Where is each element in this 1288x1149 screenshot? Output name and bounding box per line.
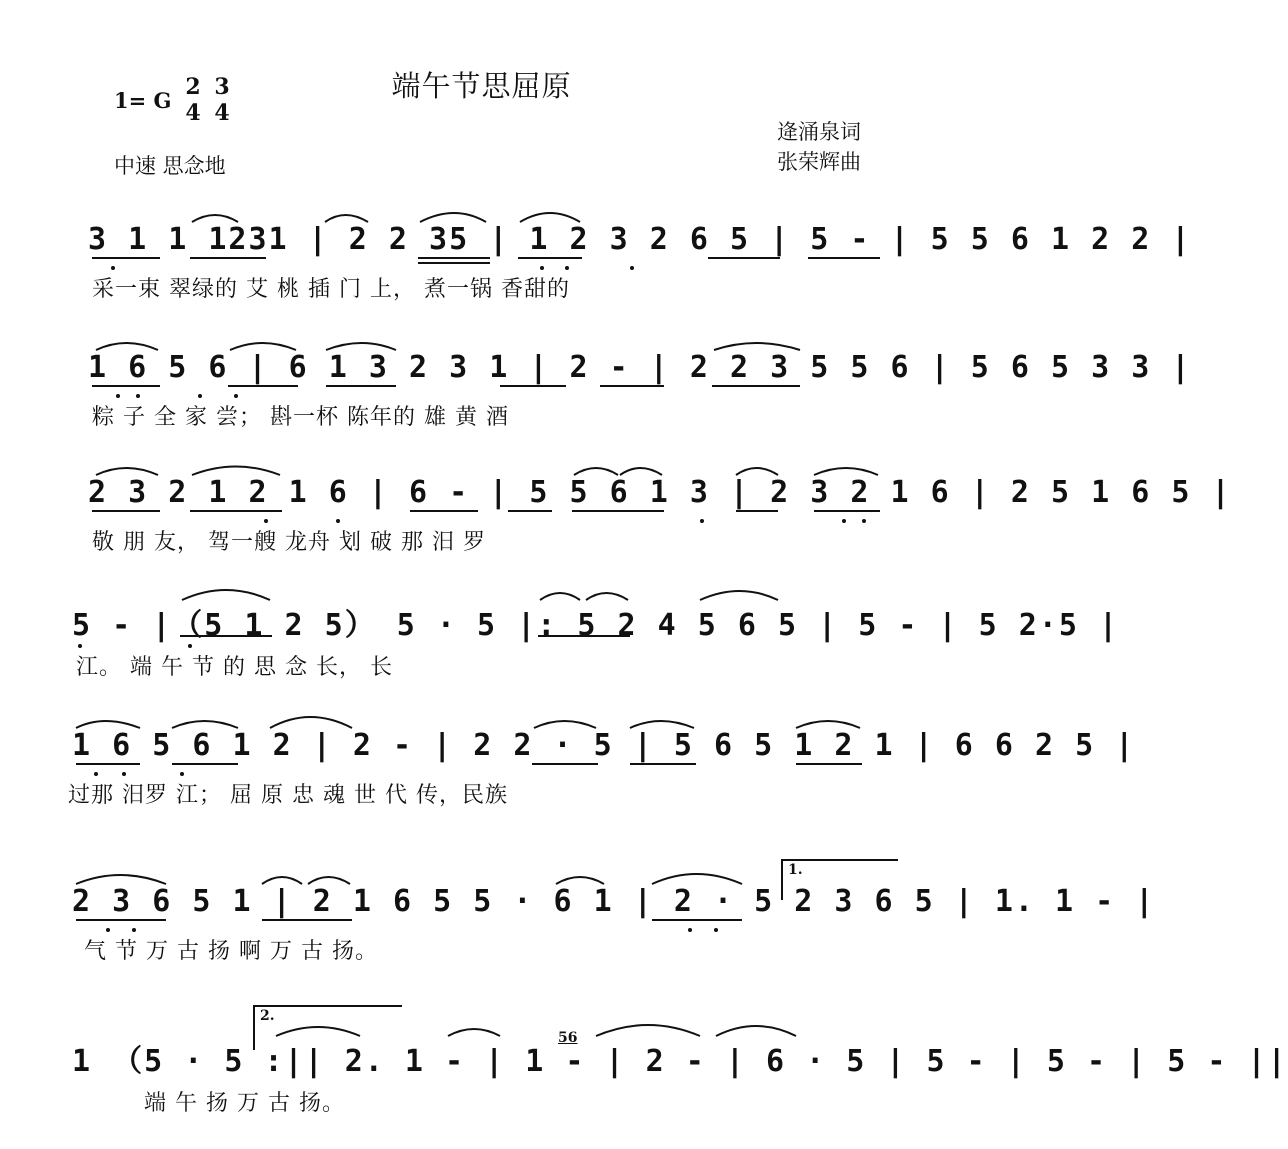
notation-line: 5 - |（5 1 2 5） 5 · 5 |: 5 2 4 5 6 5 | 5 - | 5 2·5 | [72,608,1120,643]
lyric-line: 过那 汨罗 江； 屈 原 忠 魂 世 代 传，民族 [68,783,508,808]
lyric-line: 采一束 翠绿的 艾 桃 插 门 上， 煮一锅 香甜的 [92,277,570,302]
lyric-line: 粽 子 全 家 尝； 斟一杯 陈年的 雄 黄 酒 [92,405,509,430]
beam-underlines [76,258,880,920]
notation-line: 1 6 5 6 1 2 | 2 - | 2 2 · 5 | 5 6 5 1 2 1 | 6 6 2 5 | [72,728,1136,763]
composer-credit: 张荣辉曲 [777,150,861,174]
notation-line: 2 3 2 1 2 1 6 | 6 - | 5 5 6 1 3 | 2 3 2 1 6 | 2 5 1 6 5 | [88,475,1232,510]
lyric-line: 敬 朋 友， 驾一艘 龙舟 划 破 那 汨 罗 [92,530,486,555]
notation-line: 2 3 6 5 1 | 2 1 6 5 5 · 6 1 | 2 · 5 2 3 6 5 | 1. 1 - | [72,884,1156,919]
slurs [76,213,878,1036]
key-signature: 1= G [114,88,172,113]
song-title: 端午节思屈原 [391,69,572,103]
tempo-marking: 中速 思念地 [114,154,226,178]
lyric-line: 气 节 万 古 扬 啊 万 古 扬。 [84,939,378,964]
grace-note: 56 [558,1030,578,1046]
time-sig-denominator: 4 [214,100,230,126]
notation-line: 1 6 5 6 | 6 1 3 2 3 1 | 2 - | 2 2 3 5 5 6 | 5 6 5 3 3 | [88,350,1192,385]
volta-brackets [254,860,898,1050]
lyric-line: 江。 端 午 节 的 思 念 长， 长 [76,655,393,680]
notation-line: 1 （5 · 5 :|| 2. 1 - | 1 - | 2 - | 6 · 5 | 5 - | 5 - | 5 - || [72,1044,1288,1079]
notation-line: 3 1 1 1231 | 2 2 35 | 1 2 3 2 6 5 | 5 - | 5 5 6 1 2 2 | [88,222,1192,257]
lyricist-credit: 逄涌泉词 [777,120,861,144]
lyric-line: 端 午 扬 万 古 扬。 [144,1091,345,1116]
time-sig-numerator: 2 [185,74,201,100]
volta-1-label: 1. [788,862,803,878]
time-sig-denominator: 4 [185,100,201,126]
volta-2-label: 2. [260,1008,275,1024]
octave-dots [78,266,866,932]
time-sig-numerator: 3 [214,74,230,100]
